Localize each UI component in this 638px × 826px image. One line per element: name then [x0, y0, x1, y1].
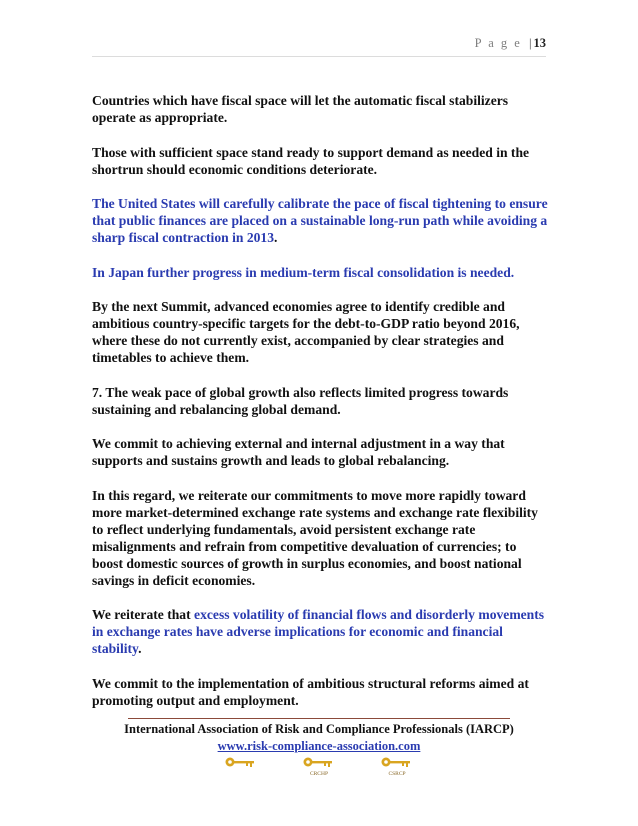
- logo-caption: CSRCP: [388, 771, 406, 777]
- body-paragraph: [92, 487, 550, 589]
- header-divider: [92, 56, 546, 57]
- footer-organization: International Association of Risk and Compliance Professionals (IARCP): [124, 722, 514, 736]
- emphasis-text: In Japan further progress in medium-term fiscal consolidation is needed.: [92, 264, 515, 280]
- paragraph-text: By the next Summit, advanced economies agree to identify credible and ambitious country-specific targets for the debt-to-GDP ratio beyond 2016, where these do not currently exist, accompanied by clear strategies and timetables to achieve them.: [92, 299, 520, 365]
- page-label: P a g e: [474, 36, 522, 50]
- footer-website-link[interactable]: www.risk-compliance-association.com: [217, 739, 421, 753]
- crchp-key-logo: [302, 756, 336, 777]
- page-separator: |: [528, 36, 532, 50]
- body-paragraph: [92, 264, 550, 281]
- body-paragraph: [92, 606, 550, 657]
- paragraph-text: We reiterate that: [92, 607, 195, 622]
- document-body: [92, 92, 550, 726]
- body-paragraph: [92, 195, 550, 246]
- body-paragraph: [92, 675, 550, 709]
- csrcp-key-logo: [380, 756, 414, 777]
- paragraph-text: In this regard, we reiterate our commitments to move more rapidly toward more market-determined exchange rate systems and exchange rate flexibility to reflect underlying fundamentals, avoid persistent exchange rate misalignments and refrain from competitive devaluation of currencies; to boost domestic sources of growth in surplus economies, and boost national savings in deficit economies.: [92, 487, 538, 588]
- body-paragraph: [92, 144, 550, 178]
- body-paragraph: [92, 298, 550, 366]
- logo-caption: CRCHP: [309, 771, 329, 777]
- emphasis-text: The United States will carefully calibrate the pace of fiscal tightening to ensure that public finances are placed on a sustainable long-run path while avoiding a sharp fiscal contraction in 2013: [92, 196, 548, 245]
- body-paragraph: [92, 92, 550, 126]
- paragraph-text: Those with sufficient space stand ready to support demand as needed in the shortrun should economic conditions deteriorate.: [92, 144, 530, 177]
- paragraph-text: We commit to achieving external and internal adjustment in a way that supports and sustains growth and leads to global rebalancing.: [92, 436, 505, 468]
- paragraph-text: We commit to the implementation of ambitious structural reforms aimed at promoting output and employment.: [92, 675, 529, 708]
- footer-logos: [0, 756, 638, 776]
- body-paragraph: [92, 435, 550, 469]
- iarcp-key-logo: [224, 756, 258, 774]
- paragraph-text: 7. The weak pace of global growth also reflects limited progress towards sustaining and rebalancing global demand.: [92, 384, 509, 417]
- paragraph-text: Countries which have fiscal space will let the automatic fiscal stabilizers operate as appropriate.: [92, 93, 509, 125]
- emphasis-text: excess volatility of financial flows and disorderly movements in exchange rates have adverse implications for economic and financial stability: [92, 607, 545, 656]
- paragraph-text: .: [274, 230, 278, 245]
- body-paragraph: [92, 384, 550, 418]
- page-header: [92, 36, 546, 51]
- footer-divider: [128, 718, 510, 719]
- paragraph-text: .: [138, 641, 142, 656]
- page-number: 13: [533, 36, 546, 50]
